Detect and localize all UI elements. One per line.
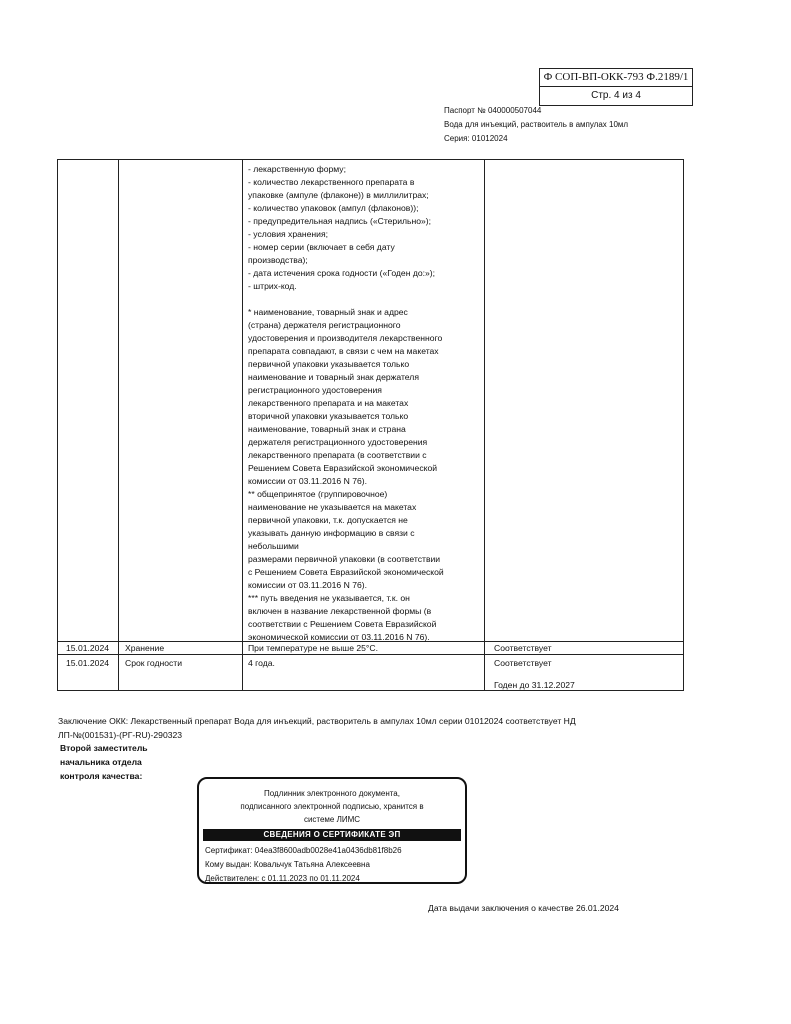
esig-text-line: подписанного электронной подписью, хранится в bbox=[240, 802, 424, 811]
requirement-line: - штрих-код. bbox=[248, 281, 297, 291]
requirement-line: небольшими bbox=[248, 541, 299, 551]
requirement-line: первичной упаковки указывается только bbox=[248, 359, 410, 369]
requirement-line: - количество лекарственного препарата в bbox=[248, 177, 415, 187]
row-storage-result: Соответствует bbox=[494, 643, 552, 653]
requirement-line: комиссии от 03.11.2016 N 76). bbox=[248, 476, 368, 486]
requirement-line: размерами первичной упаковки (в соответствии bbox=[248, 554, 441, 564]
requirement-line: - лекарственную форму; bbox=[248, 164, 346, 174]
requirement-line: производства); bbox=[248, 255, 308, 265]
requirement-line: - условия хранения; bbox=[248, 229, 329, 239]
requirement-line: держателя регистрационного удостоверения bbox=[248, 437, 428, 447]
requirement-line: * наименование, товарный знак и адрес bbox=[248, 307, 408, 317]
requirement-line: включен в название лекарственной формы (в bbox=[248, 606, 432, 616]
conclusion-reg-number: ЛП-№(001531)-(РГ-RU)-290323 bbox=[58, 730, 183, 740]
requirement-line: экономической комиссии от 03.11.2016 N 76). bbox=[248, 632, 430, 642]
requirement-line: - дата истечения срока годности («Годен до:»); bbox=[248, 268, 436, 278]
requirement-line: наименование не указывается на макетах bbox=[248, 502, 417, 512]
column-divider bbox=[118, 160, 119, 690]
certificate-info-bar: СВЕДЕНИЯ О СЕРТИФИКАТЕ ЭП bbox=[203, 829, 461, 841]
requirement-line: - номер серии (включает в себя дату bbox=[248, 242, 395, 252]
requirement-line: лекарственного препарата (в соответствии с bbox=[248, 450, 427, 460]
signatory-title bbox=[60, 741, 148, 783]
requirement-line: удостоверения и производителя лекарственного bbox=[248, 333, 443, 343]
certificate-validity: Действителен: с 01.11.2023 по 01.11.2024 bbox=[205, 874, 360, 883]
requirement-line: наименование и товарный знак держателя bbox=[248, 372, 419, 382]
row-shelf-parameter: Срок годности bbox=[125, 658, 183, 668]
esig-text-line: системе ЛИМС bbox=[303, 815, 361, 824]
requirement-line: указывать данную информацию в связи с bbox=[248, 528, 415, 538]
requirement-line: ** общепринятое (группировочное) bbox=[248, 489, 388, 499]
conclusion bbox=[58, 714, 576, 742]
requirement-line: (страна) держателя регистрационного bbox=[248, 320, 401, 330]
form-code: Ф СОП-ВП-ОКК-793 Ф.2189/1 bbox=[540, 69, 692, 87]
certificate-number: Сертификат: 04ea3f8600adb0028e41a0436db81f8b26 bbox=[205, 846, 402, 855]
requirements-cell bbox=[248, 163, 488, 644]
requirement-line: соответствии с Решением Совета Евразийской bbox=[248, 619, 437, 629]
requirement-line: *** путь введения не указывается, т.к. он bbox=[248, 593, 410, 603]
row-shelf-date: 15.01.2024 bbox=[66, 658, 110, 668]
row-storage-requirement: При температуре не выше 25°С. bbox=[248, 643, 378, 653]
requirement-line: комиссии от 03.11.2016 N 76). bbox=[248, 580, 368, 590]
signatory-line: контроля качества: bbox=[60, 771, 143, 781]
certificate-owner: Кому выдан: Ковальчук Татьяна Алексеевна bbox=[205, 860, 370, 869]
page-number: Стр. 4 из 4 bbox=[591, 90, 641, 101]
electronic-signature-stamp bbox=[197, 777, 467, 884]
passport-number: Паспорт № 040000507044 bbox=[444, 106, 542, 115]
row-storage-parameter: Хранение bbox=[125, 643, 165, 653]
product-name: Вода для инъекций, раствоитель в ампулах 10мл bbox=[444, 120, 629, 129]
esig-text-line: Подлинник электронного документа, bbox=[264, 789, 400, 798]
signatory-line: начальника отдела bbox=[60, 757, 142, 767]
results-table bbox=[57, 159, 684, 691]
requirement-line: с Решением Совета Евразийской экономической bbox=[248, 567, 444, 577]
requirement-line: препарата совпадают, в связи с чем на макетах bbox=[248, 346, 439, 356]
requirement-line: вторичной упаковки указывается только bbox=[248, 411, 409, 421]
form-code-box bbox=[539, 68, 693, 106]
series-number: Серия: 01012024 bbox=[444, 134, 508, 143]
requirement-line: лекарственного препарата и на макетах bbox=[248, 398, 409, 408]
requirement-line: - предупредительная надпись («Стерильно»); bbox=[248, 216, 432, 226]
requirement-line bbox=[248, 293, 488, 306]
row-shelf-requirement: 4 года. bbox=[248, 658, 275, 668]
requirement-line: - количество упаковок (ампул (флаконов)); bbox=[248, 203, 419, 213]
conclusion-line: Заключение ОКК: Лекарственный препарат Вода для инъекций, растворитель в ампулах 10мл серии 01012024 соответствует НД bbox=[58, 716, 576, 726]
requirement-line: упаковке (ампуле (флаконе)) в миллилитрах; bbox=[248, 190, 429, 200]
issue-date: Дата выдачи заключения о качестве 26.01.2024 bbox=[428, 903, 619, 913]
column-divider bbox=[242, 160, 243, 690]
requirement-line: наименование, товарный знак и страна bbox=[248, 424, 406, 434]
row-storage-date: 15.01.2024 bbox=[66, 643, 110, 653]
row-shelf-result: Соответствует bbox=[494, 658, 552, 668]
row-shelf-expiry: Годен до 31.12.2027 bbox=[494, 680, 575, 690]
requirement-line: регистрационного удостоверения bbox=[248, 385, 382, 395]
requirement-line: первичной упаковки, т.к. допускается не bbox=[248, 515, 408, 525]
requirement-line: Решением Совета Евразийской экономической bbox=[248, 463, 438, 473]
signatory-line: Второй заместитель bbox=[60, 743, 148, 753]
